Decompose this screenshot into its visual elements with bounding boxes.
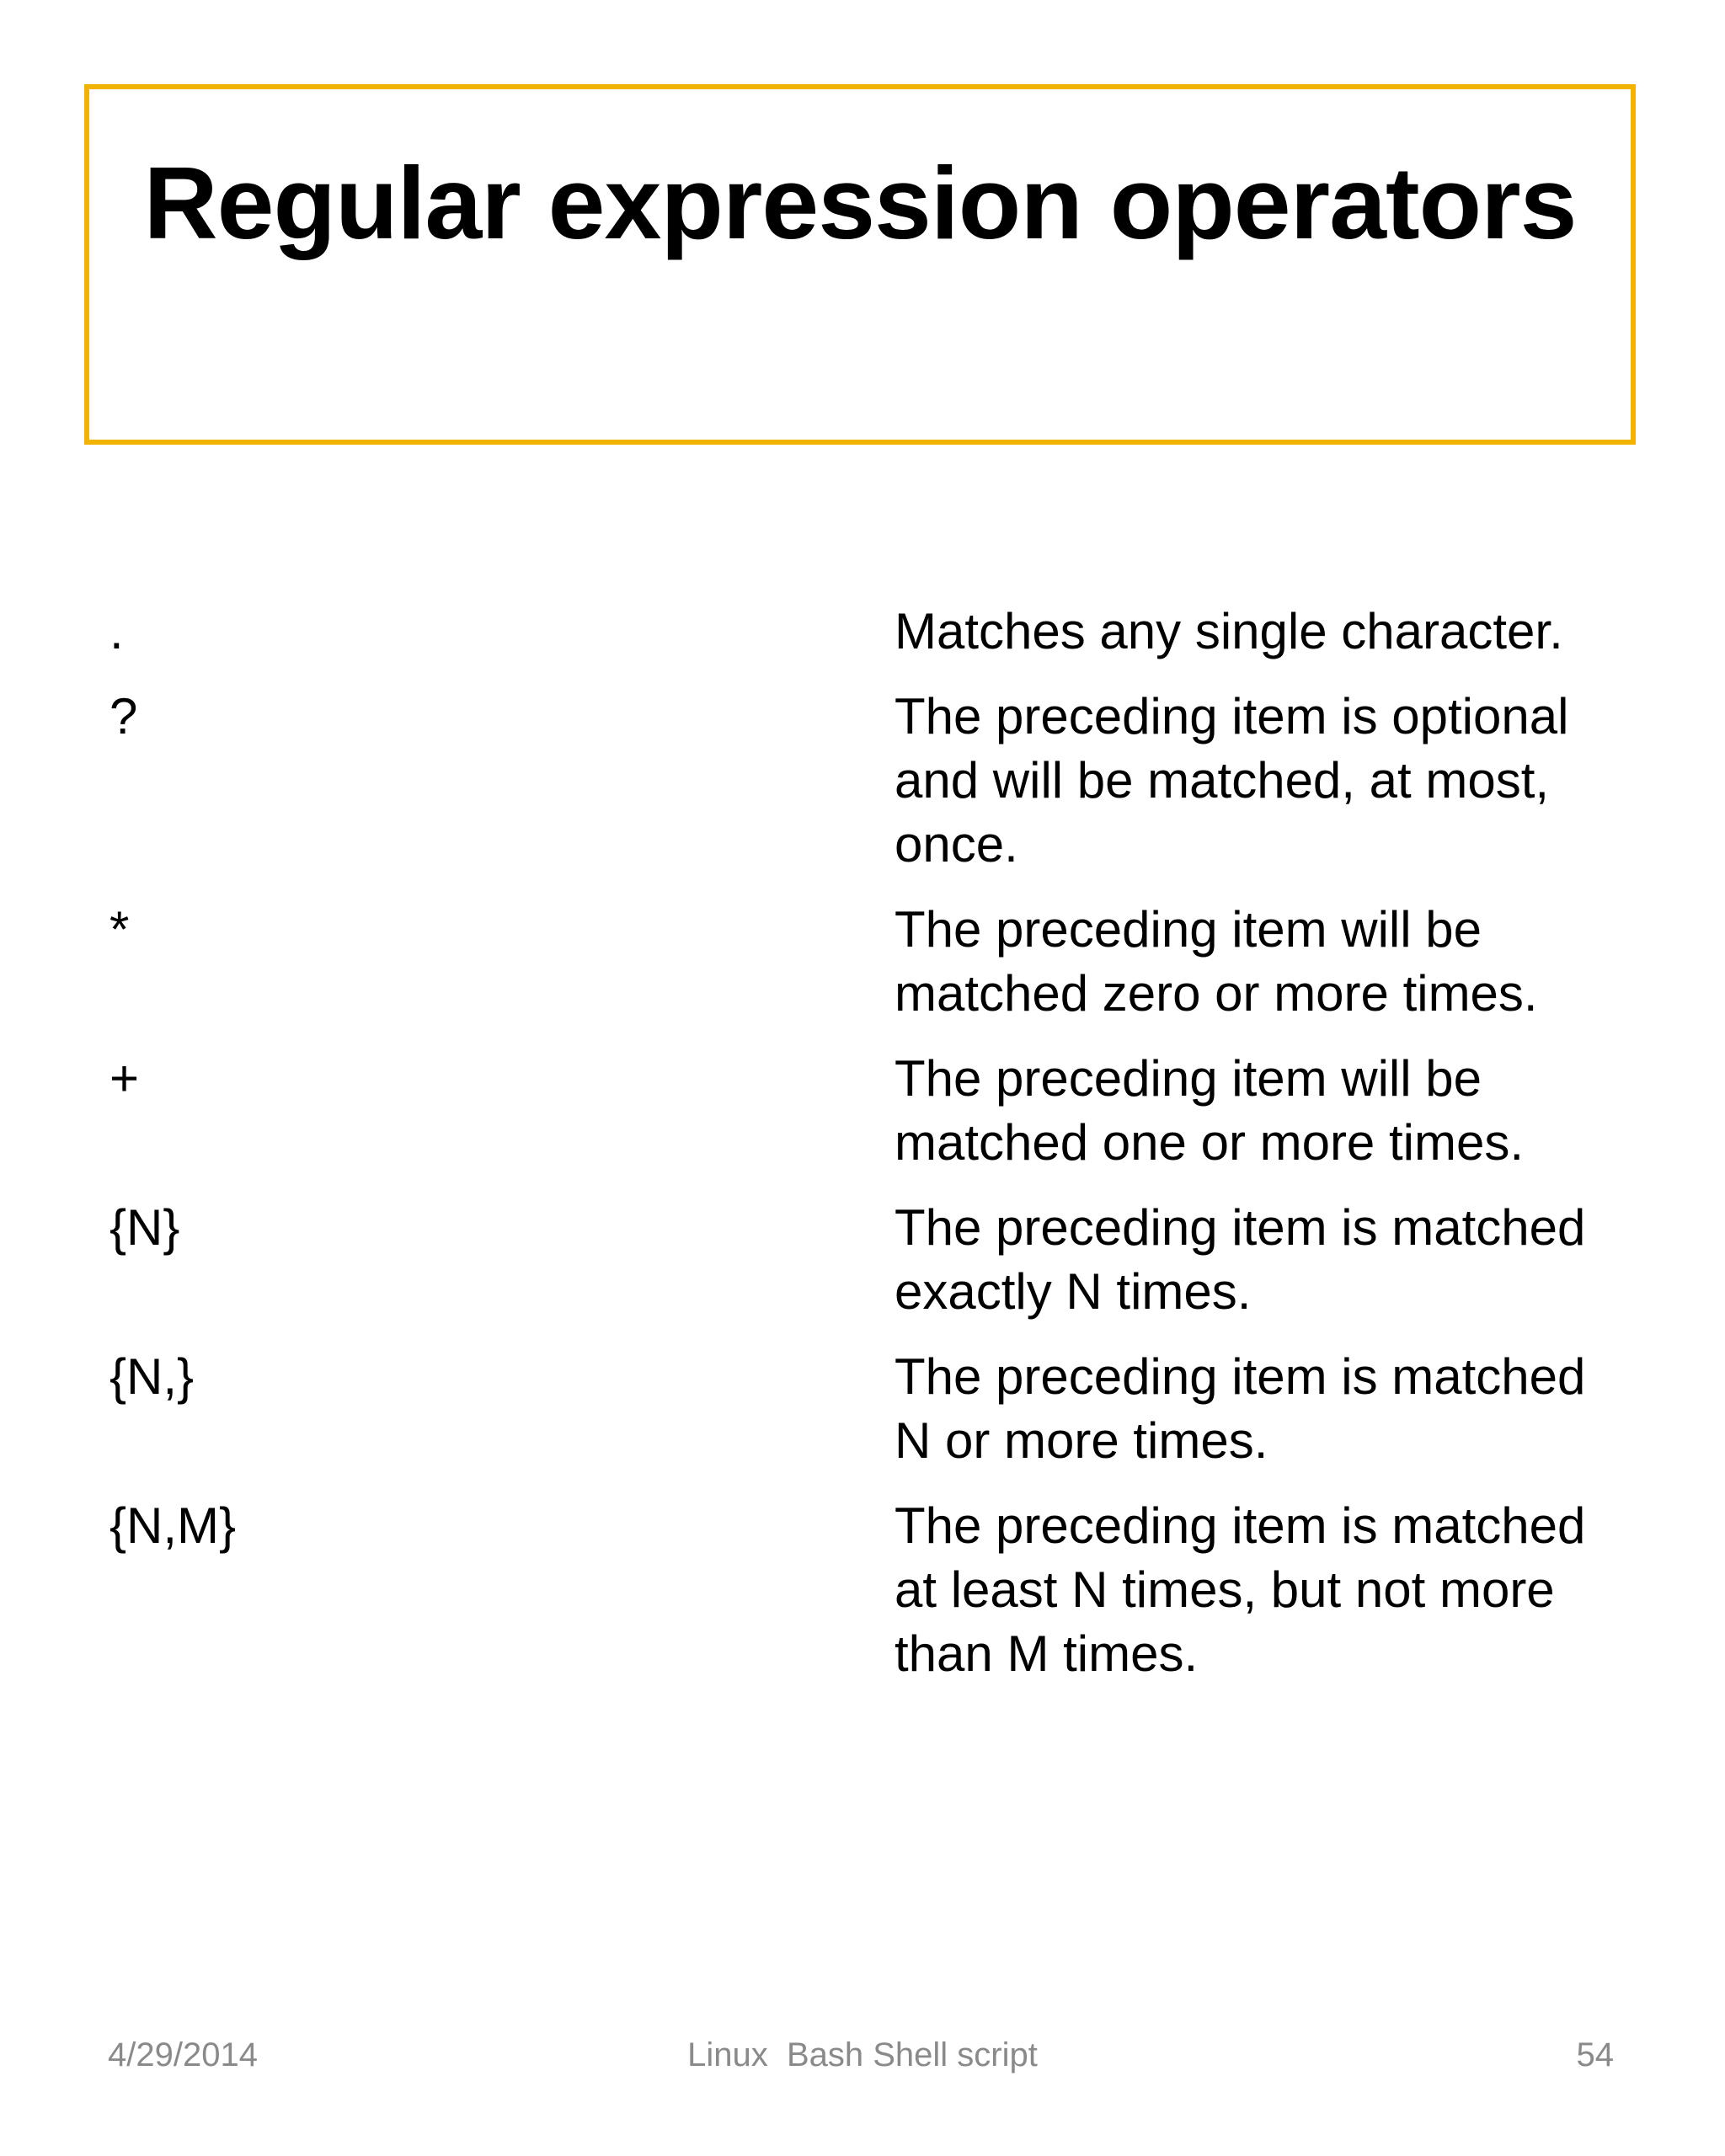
- operator-row: [109, 1047, 1626, 1175]
- operator-row: [109, 685, 1626, 877]
- operator-description: Matches any single character.: [895, 603, 1563, 659]
- operator-row: [109, 600, 1626, 664]
- operator-description: The preceding item is matched at least N times, but not more than M times.: [895, 1497, 1586, 1682]
- operator-symbol: .: [109, 603, 124, 659]
- title-box: [84, 84, 1636, 445]
- operator-symbol: ?: [109, 688, 138, 744]
- operator-description: The preceding item is matched exactly N times.: [895, 1199, 1586, 1320]
- footer-title: Linux Bash Shell script: [687, 2036, 1038, 2073]
- operator-row: [109, 1345, 1626, 1473]
- operator-row: [109, 898, 1626, 1026]
- operator-symbol: {N,}: [109, 1348, 195, 1405]
- operator-symbol: {N}: [109, 1199, 180, 1256]
- slide-title: Regular expression operators: [143, 146, 1577, 260]
- operator-description: The preceding item will be matched one or more times.: [895, 1050, 1524, 1171]
- operator-description: The preceding item will be matched zero or more times.: [895, 901, 1538, 1022]
- operator-row: [109, 1196, 1626, 1324]
- operator-symbol: +: [109, 1050, 140, 1107]
- slide-footer: [0, 2030, 1725, 2080]
- operator-symbol: *: [109, 901, 130, 958]
- operator-row: [109, 1494, 1626, 1686]
- operators-list: [109, 600, 1626, 1707]
- footer-date: 4/29/2014: [108, 2036, 258, 2073]
- operator-description: The preceding item is optional and will be matched, at most, once.: [895, 688, 1569, 873]
- page-number: 54: [1576, 2036, 1614, 2073]
- operator-symbol: {N,M}: [109, 1497, 237, 1554]
- operator-description: The preceding item is matched N or more times.: [895, 1348, 1586, 1469]
